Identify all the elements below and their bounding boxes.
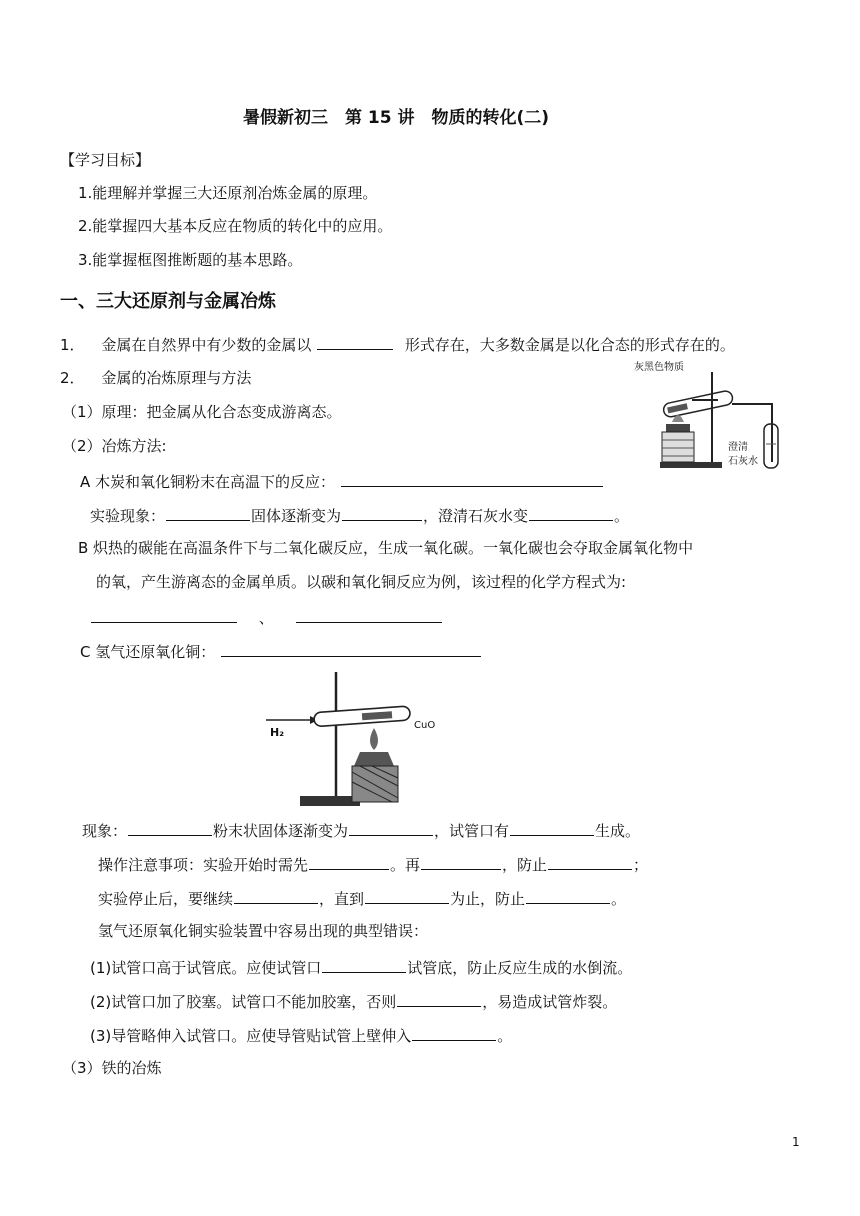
answer-blank[interactable]	[309, 853, 389, 870]
answer-blank[interactable]	[349, 819, 433, 836]
objectives-heading: 【学习目标】	[60, 151, 151, 169]
text: 操作注意事项：实验开始时需先	[98, 856, 309, 874]
iron-smelting: （3）铁的冶炼	[62, 1059, 162, 1077]
answer-blank[interactable]	[221, 640, 481, 657]
error-1	[90, 956, 632, 978]
objective-item: 2.能掌握四大基本反应在物质的转化中的应用。	[78, 217, 393, 235]
answer-blank[interactable]	[529, 504, 613, 521]
method-text: （2）冶炼方法:	[62, 437, 167, 455]
section-heading: 一、三大还原剂与金属冶炼	[60, 291, 276, 312]
answer-blank[interactable]	[421, 853, 501, 870]
objective-item: 3.能掌握框图推断题的基本思路。	[78, 251, 303, 269]
answer-blank[interactable]	[91, 606, 237, 623]
question-text: 金属在自然界中有少数的金属以	[101, 336, 312, 354]
answer-blank[interactable]	[322, 956, 406, 973]
charcoal-reduction-apparatus-figure	[632, 352, 797, 474]
text: ，直到	[319, 890, 365, 908]
text: (1)试管口高于试管底。应使试管口	[90, 959, 322, 977]
question-2	[60, 368, 251, 388]
page-title: 暑假新初三 第 15 讲 物质的转化(二)	[243, 108, 550, 128]
answer-blank[interactable]	[397, 990, 481, 1007]
figure-label-gray-black: 灰黑色物质	[634, 362, 684, 373]
operation-notes-1	[98, 853, 648, 875]
text: ，防止	[502, 856, 548, 874]
separator: 、	[258, 609, 274, 627]
figure-label-limewater-1: 澄清	[728, 442, 748, 453]
answer-blank[interactable]	[412, 1024, 496, 1041]
text: 实验现象：	[90, 507, 166, 525]
question-text: 形式存在，大多数金属是以化合态的形式存在的。	[404, 336, 735, 354]
text: 。	[497, 1027, 513, 1045]
text: 试管底，防止反应生成的水倒流。	[407, 959, 633, 977]
text: (3)导管略伸入试管口。应使导管贴试管上壁伸入	[90, 1027, 412, 1045]
text: 粉末状固体逐渐变为	[213, 822, 349, 840]
text: ，试管口有	[434, 822, 510, 840]
figure-label-h2: H₂	[270, 726, 285, 739]
answer-blank[interactable]	[234, 887, 318, 904]
method-c-phenomenon	[82, 819, 640, 841]
answer-blank[interactable]	[548, 853, 632, 870]
figure-label-limewater-2: 石灰水	[728, 456, 758, 467]
method-c	[80, 640, 482, 662]
principle-text: （1）原理：把金属从化合态变成游离态。	[62, 403, 342, 421]
text: ，易造成试管炸裂。	[482, 993, 618, 1011]
answer-blank[interactable]	[526, 887, 610, 904]
text: ；	[633, 856, 649, 874]
method-a-phenomenon	[90, 504, 629, 526]
answer-blank[interactable]	[365, 887, 449, 904]
page-number: 1	[792, 1135, 800, 1149]
method-a	[80, 470, 604, 492]
method-c-label: C 氢气还原氧化铜：	[80, 643, 216, 661]
method-a-label: A 木炭和氧化铜粉末在高温下的反应：	[80, 473, 336, 491]
answer-blank[interactable]	[341, 470, 603, 487]
text: 。	[614, 507, 630, 525]
text: 现象：	[82, 822, 128, 840]
error-3	[90, 1024, 512, 1046]
errors-heading: 氢气还原氧化铜实验装置中容易出现的典型错误：	[98, 922, 429, 940]
text: 生成。	[595, 822, 641, 840]
hydrogen-reduction-apparatus-figure	[262, 666, 442, 810]
operation-notes-2	[98, 887, 626, 909]
text: 。再	[390, 856, 421, 874]
answer-blank[interactable]	[128, 819, 212, 836]
text: ，澄清石灰水变	[423, 507, 529, 525]
answer-blank[interactable]	[296, 606, 442, 623]
question-number: 1．	[60, 336, 85, 354]
answer-blank[interactable]	[342, 504, 422, 521]
method-b-equations	[90, 606, 443, 628]
method-b-line2: 的氧，产生游离态的金属单质。以碳和氧化铜反应为例，该过程的化学方程式为:	[96, 573, 627, 591]
text: 固体逐渐变为	[251, 507, 342, 525]
answer-blank[interactable]	[166, 504, 250, 521]
method-b-line1: B 炽热的碳能在高温条件下与二氧化碳反应，生成一氧化碳。一氧化碳也会夺取金属氧化物中	[78, 539, 694, 557]
error-2	[90, 990, 617, 1012]
objective-item: 1.能理解并掌握三大还原剂冶炼金属的原理。	[78, 184, 378, 202]
figure-label-cuo: CuO	[414, 720, 436, 731]
answer-blank[interactable]	[510, 819, 594, 836]
text: 。	[611, 890, 627, 908]
question-text: 金属的冶炼原理与方法	[101, 369, 252, 387]
text: (2)试管口加了胶塞。试管口不能加胶塞，否则	[90, 993, 397, 1011]
text: 为止，防止	[450, 890, 526, 908]
answer-blank[interactable]	[317, 333, 393, 350]
question-number: 2．	[60, 369, 85, 387]
text: 实验停止后，要继续	[98, 890, 234, 908]
